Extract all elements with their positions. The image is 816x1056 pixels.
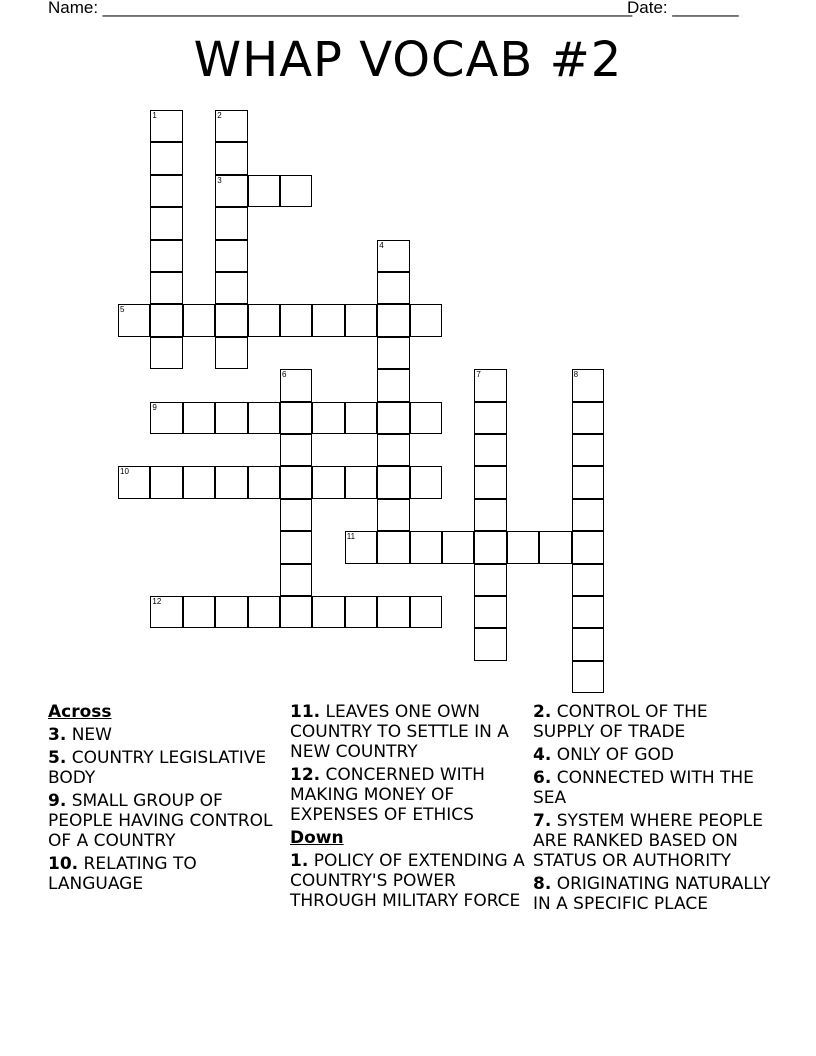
clue-text: ORIGINATING NATURALLY IN A SPECIFIC PLACE [533, 874, 771, 914]
clue-text: CONNECTED WITH THE SEA [533, 768, 754, 808]
clue-text: LEAVES ONE OWN COUNTRY TO SETTLE IN A NEW COUNTRY [290, 702, 509, 762]
date-field-label: Date: _______ [627, 0, 739, 17]
across-heading: Across [48, 702, 112, 722]
grid-cell [248, 596, 280, 628]
grid-cell [572, 661, 604, 693]
cell-number: 3 [217, 175, 222, 185]
grid-cell [150, 304, 182, 336]
grid-cell [312, 304, 344, 336]
grid-cell [183, 402, 215, 434]
grid-cell [183, 466, 215, 498]
grid-cell [345, 596, 377, 628]
grid-cell [377, 402, 409, 434]
clue-text: SMALL GROUP OF PEOPLE HAVING CONTROL OF A COUNTRY [48, 791, 273, 851]
clue-text: POLICY OF EXTENDING A COUNTRY'S POWER THROUGH MILITARY FORCE [290, 851, 525, 911]
grid-cell [377, 434, 409, 466]
clue-text: CONTROL OF THE SUPPLY OF TRADE [533, 702, 708, 742]
grid-cell [345, 402, 377, 434]
grid-cell [377, 272, 409, 304]
grid-cell [280, 304, 312, 336]
grid-cell [280, 434, 312, 466]
grid-cell [377, 240, 409, 272]
grid-cell [183, 304, 215, 336]
grid-cell [410, 402, 442, 434]
clue-text: RELATING TO LANGUAGE [48, 854, 197, 894]
grid-cell [345, 466, 377, 498]
clue-across-9 [48, 791, 286, 851]
grid-cell [474, 402, 506, 434]
clue-across-3 [48, 725, 286, 745]
grid-cell [474, 596, 506, 628]
grid-cell [474, 564, 506, 596]
grid-cell [474, 628, 506, 660]
grid-cell [410, 596, 442, 628]
grid-cell [572, 499, 604, 531]
grid-cell [150, 142, 182, 174]
grid-cell [410, 531, 442, 563]
grid-cell [215, 337, 247, 369]
cell-number: 4 [379, 240, 384, 250]
clue-column-3 [533, 702, 771, 917]
grid-cell [150, 240, 182, 272]
grid-cell [150, 272, 182, 304]
clue-number: 11. [290, 702, 321, 722]
clue-text: ONLY OF GOD [556, 745, 675, 765]
grid-cell [280, 466, 312, 498]
grid-cell [572, 531, 604, 563]
grid-cell [150, 110, 182, 142]
page-title: WHAP VOCAB #2 [193, 32, 623, 88]
cell-number: 10 [120, 467, 129, 477]
grid-cell [118, 466, 150, 498]
grid-cell [215, 110, 247, 142]
grid-cell [572, 628, 604, 660]
grid-cell [280, 369, 312, 401]
grid-cell [572, 402, 604, 434]
grid-cell [215, 207, 247, 239]
cell-number: 1 [152, 111, 157, 120]
grid-cell [150, 402, 182, 434]
cell-number: 8 [573, 370, 579, 380]
grid-cell [248, 466, 280, 498]
grid-cell [572, 466, 604, 498]
grid-cell [280, 499, 312, 531]
grid-cell [377, 304, 409, 336]
grid-cell [312, 596, 344, 628]
grid-cell [377, 369, 409, 401]
grid-cell [215, 596, 247, 628]
clue-down-8 [533, 874, 771, 914]
grid-cell [377, 531, 409, 563]
grid-cell [539, 531, 571, 563]
cell-number: 2 [217, 111, 222, 120]
grid-cell [248, 175, 280, 207]
clue-column-2 [290, 702, 528, 914]
grid-cell [280, 596, 312, 628]
cell-number: 11 [346, 532, 356, 542]
grid-cell [215, 175, 247, 207]
grid-cell [572, 564, 604, 596]
clue-number: 1. [290, 851, 309, 871]
grid-cell [377, 499, 409, 531]
clue-across-11 [290, 702, 528, 762]
grid-cell [474, 369, 506, 401]
clue-across-5 [48, 748, 286, 788]
grid-cell [442, 531, 474, 563]
cell-number: 5 [120, 305, 125, 315]
grid-cell [410, 304, 442, 336]
grid-cell [280, 402, 312, 434]
grid-cell [474, 434, 506, 466]
down-heading: Down [290, 828, 344, 848]
clue-text: COUNTRY LEGISLATIVE BODY [48, 748, 267, 788]
grid-cell [248, 402, 280, 434]
grid-cell [150, 175, 182, 207]
cell-number: 7 [476, 370, 481, 380]
clue-down-6 [533, 768, 771, 808]
grid-cell [215, 304, 247, 336]
clue-down-1 [290, 851, 528, 911]
clue-number: 4. [533, 745, 552, 765]
cell-number: 12 [152, 597, 162, 606]
clue-down-7 [533, 811, 771, 871]
grid-cell [410, 466, 442, 498]
clue-number: 2. [533, 702, 552, 722]
clue-number: 7. [533, 811, 552, 831]
grid-cell [312, 402, 344, 434]
grid-cell [312, 466, 344, 498]
clue-down-2 [533, 702, 771, 742]
clue-number: 10. [48, 854, 79, 874]
grid-cell [118, 304, 150, 336]
grid-cell [150, 596, 182, 628]
clue-text: NEW [71, 725, 112, 745]
grid-cell [280, 175, 312, 207]
clue-column-1 [48, 702, 286, 897]
clue-number: 9. [48, 791, 67, 811]
grid-cell [280, 531, 312, 563]
grid-cell [215, 240, 247, 272]
clue-across-10 [48, 854, 286, 894]
cell-number: 6 [282, 370, 287, 380]
grid-cell [507, 531, 539, 563]
clue-text: SYSTEM WHERE PEOPLE ARE RANKED BASED ON STATUS OR AUTHORITY [533, 811, 763, 871]
grid-cell [474, 531, 506, 563]
grid-cell [215, 402, 247, 434]
clue-down-4 [533, 745, 771, 765]
grid-cell [572, 434, 604, 466]
clue-number: 12. [290, 765, 321, 785]
grid-cell [474, 499, 506, 531]
grid-cell [474, 466, 506, 498]
grid-cell [377, 337, 409, 369]
clue-number: 6. [533, 768, 552, 788]
grid-cell [377, 466, 409, 498]
name-field-label: Name: ________________________________________________________ [48, 0, 633, 17]
grid-cell [572, 369, 604, 401]
clue-number: 8. [533, 874, 552, 894]
cell-number: 9 [152, 402, 157, 412]
clue-text: CONCERNED WITH MAKING MONEY OF EXPENSES OF ETHICS [290, 765, 485, 825]
grid-cell [345, 531, 377, 563]
clue-across-12 [290, 765, 528, 825]
grid-cell [377, 596, 409, 628]
grid-cell [215, 142, 247, 174]
grid-cell [215, 466, 247, 498]
clue-number: 3. [48, 725, 67, 745]
grid-cell [150, 337, 182, 369]
grid-cell [280, 564, 312, 596]
grid-cell [248, 304, 280, 336]
grid-cell [215, 272, 247, 304]
grid-cell [150, 207, 182, 239]
grid-cell [345, 304, 377, 336]
grid-cell [150, 466, 182, 498]
clue-number: 5. [48, 748, 67, 768]
grid-cell [572, 596, 604, 628]
grid-cell [183, 596, 215, 628]
